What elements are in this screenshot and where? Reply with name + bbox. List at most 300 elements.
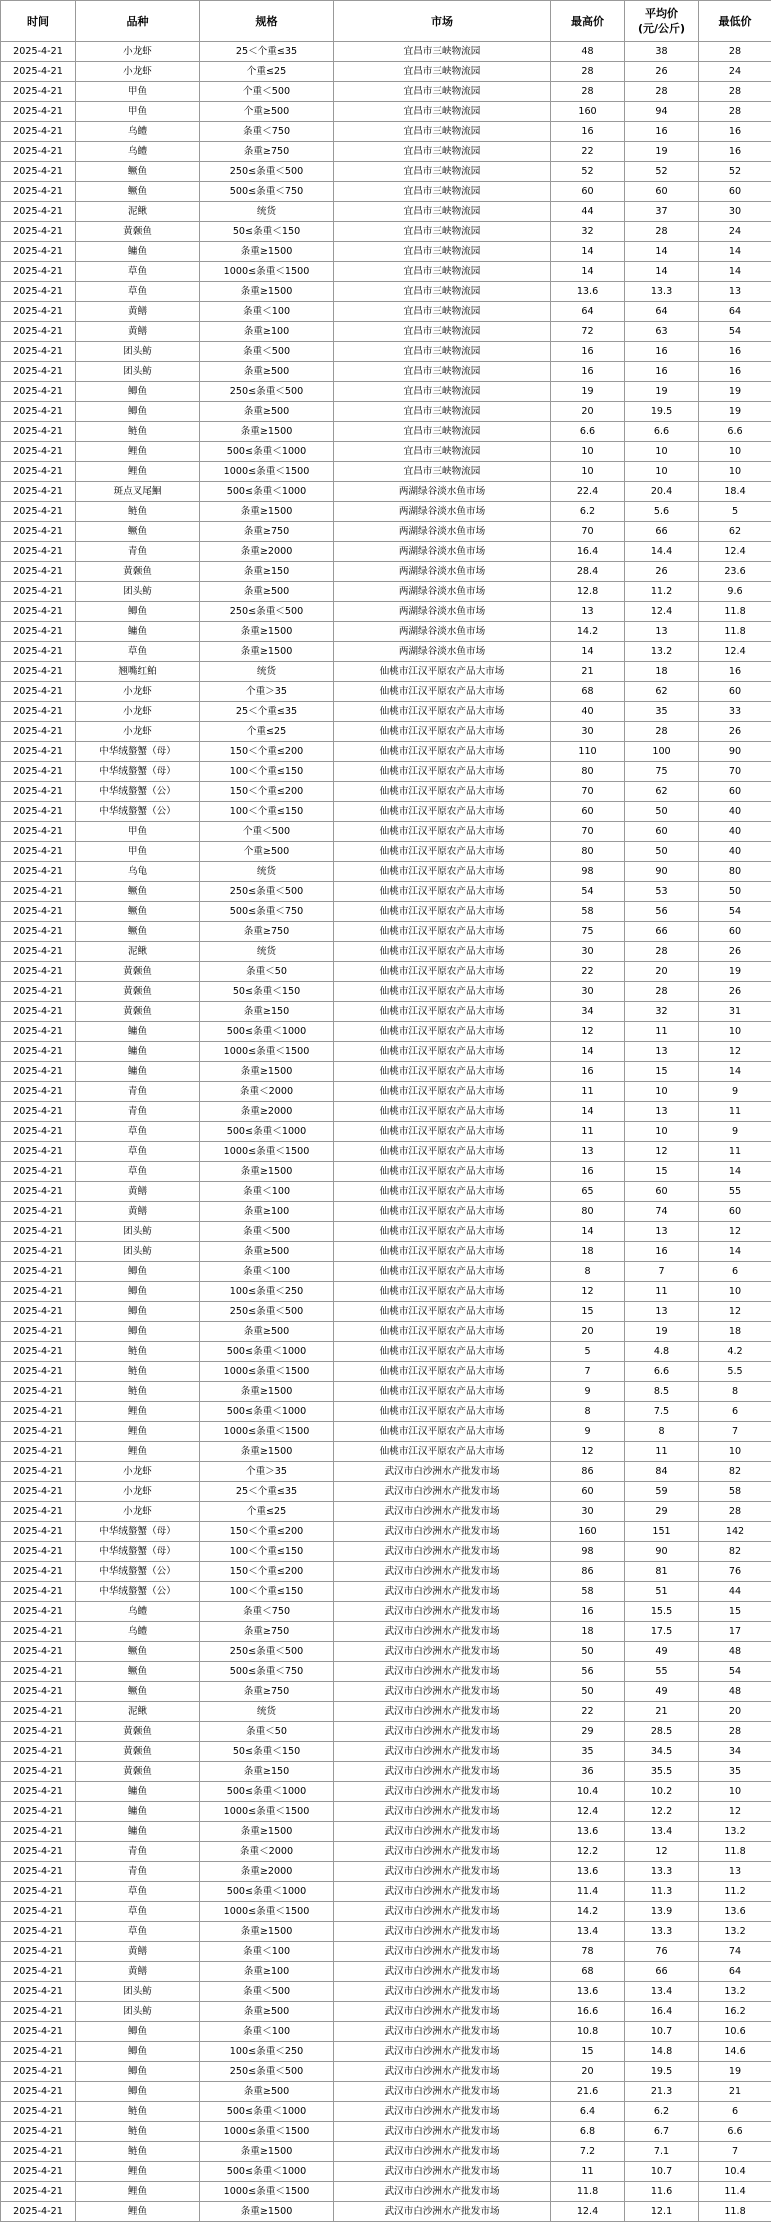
cell-variety: 鳜鱼	[76, 922, 200, 942]
cell-variety: 鲫鱼	[76, 1322, 200, 1342]
cell-min-price: 16	[699, 342, 771, 362]
table-row	[1, 242, 771, 262]
cell-variety: 鳙鱼	[76, 1062, 200, 1082]
cell-spec: 条重≥1500	[200, 242, 334, 262]
cell-variety: 鲢鱼	[76, 1362, 200, 1382]
cell-max-price: 11.8	[551, 2182, 625, 2202]
cell-spec: 150＜个重≤200	[200, 742, 334, 762]
cell-variety: 乌鳢	[76, 1602, 200, 1622]
cell-avg-price: 63	[625, 322, 699, 342]
cell-date: 2025-4-21	[1, 1082, 76, 1102]
cell-market: 武汉市白沙洲水产批发市场	[334, 2062, 551, 2082]
cell-market: 仙桃市江汉平原农产品大市场	[334, 842, 551, 862]
cell-variety: 团头鲂	[76, 1982, 200, 2002]
cell-market: 仙桃市江汉平原农产品大市场	[334, 1402, 551, 1422]
table-row	[1, 2122, 771, 2142]
cell-spec: 个重≤25	[200, 722, 334, 742]
cell-max-price: 28	[551, 62, 625, 82]
cell-avg-price: 60	[625, 822, 699, 842]
cell-min-price: 6	[699, 1402, 771, 1422]
cell-max-price: 12	[551, 1022, 625, 1042]
cell-spec: 条重≥1500	[200, 1062, 334, 1082]
cell-spec: 条重≥500	[200, 582, 334, 602]
cell-avg-price: 13.3	[625, 1922, 699, 1942]
cell-variety: 鲫鱼	[76, 1262, 200, 1282]
cell-min-price: 10	[699, 1022, 771, 1042]
cell-variety: 乌鳢	[76, 1622, 200, 1642]
cell-spec: 250≤条重＜500	[200, 382, 334, 402]
cell-avg-price: 11.6	[625, 2182, 699, 2202]
cell-max-price: 32	[551, 222, 625, 242]
cell-avg-price: 34.5	[625, 1742, 699, 1762]
cell-avg-price: 19.5	[625, 402, 699, 422]
table-row	[1, 802, 771, 822]
cell-date: 2025-4-21	[1, 1402, 76, 1422]
cell-market: 仙桃市江汉平原农产品大市场	[334, 822, 551, 842]
cell-market: 仙桃市江汉平原农产品大市场	[334, 962, 551, 982]
cell-spec: 150＜个重≤200	[200, 782, 334, 802]
cell-spec: 条重≥1500	[200, 1442, 334, 1462]
cell-date: 2025-4-21	[1, 1242, 76, 1262]
cell-min-price: 19	[699, 962, 771, 982]
cell-date: 2025-4-21	[1, 1162, 76, 1182]
cell-market: 仙桃市江汉平原农产品大市场	[334, 1102, 551, 1122]
cell-avg-price: 28	[625, 722, 699, 742]
cell-market: 宜昌市三峡物流园	[334, 182, 551, 202]
cell-market: 两湖绿谷淡水鱼市场	[334, 562, 551, 582]
cell-variety: 鲢鱼	[76, 2102, 200, 2122]
table-row	[1, 1542, 771, 1562]
cell-market: 宜昌市三峡物流园	[334, 162, 551, 182]
cell-variety: 鳙鱼	[76, 1802, 200, 1822]
cell-date: 2025-4-21	[1, 2082, 76, 2102]
cell-max-price: 16	[551, 342, 625, 362]
cell-min-price: 31	[699, 1002, 771, 1022]
cell-variety: 中华绒螯蟹（母）	[76, 1542, 200, 1562]
cell-market: 宜昌市三峡物流园	[334, 402, 551, 422]
cell-variety: 鳜鱼	[76, 162, 200, 182]
header-row	[1, 1, 771, 42]
table-row	[1, 1502, 771, 1522]
cell-avg-price: 18	[625, 662, 699, 682]
cell-date: 2025-4-21	[1, 1042, 76, 1062]
cell-spec: 个重＞35	[200, 1462, 334, 1482]
table-row	[1, 1822, 771, 1842]
cell-spec: 条重≥2000	[200, 1102, 334, 1122]
cell-max-price: 60	[551, 802, 625, 822]
cell-min-price: 11	[699, 1142, 771, 1162]
table-row	[1, 1082, 771, 1102]
cell-variety: 乌龟	[76, 862, 200, 882]
cell-max-price: 12	[551, 1282, 625, 1302]
cell-spec: 500≤条重＜1000	[200, 1022, 334, 1042]
cell-spec: 条重≥750	[200, 1682, 334, 1702]
cell-max-price: 16	[551, 1162, 625, 1182]
cell-max-price: 30	[551, 942, 625, 962]
cell-avg-price: 75	[625, 762, 699, 782]
table-row	[1, 982, 771, 1002]
table-row	[1, 362, 771, 382]
cell-min-price: 9.6	[699, 582, 771, 602]
cell-max-price: 60	[551, 182, 625, 202]
cell-market: 宜昌市三峡物流园	[334, 322, 551, 342]
cell-variety: 鲢鱼	[76, 1342, 200, 1362]
cell-min-price: 18.4	[699, 482, 771, 502]
cell-variety: 鲢鱼	[76, 422, 200, 442]
cell-spec: 条重≥2000	[200, 1862, 334, 1882]
cell-min-price: 18	[699, 1322, 771, 1342]
header-unit: (元/公斤)	[638, 22, 685, 35]
table-row	[1, 1322, 771, 1342]
cell-min-price: 13	[699, 1862, 771, 1882]
cell-spec: 条重≥500	[200, 2082, 334, 2102]
cell-spec: 条重＜500	[200, 342, 334, 362]
cell-max-price: 13.6	[551, 1862, 625, 1882]
cell-date: 2025-4-21	[1, 362, 76, 382]
cell-date: 2025-4-21	[1, 1802, 76, 1822]
cell-date: 2025-4-21	[1, 1822, 76, 1842]
cell-variety: 鲤鱼	[76, 2202, 200, 2222]
header-avg-price	[625, 1, 699, 42]
table-row	[1, 902, 771, 922]
cell-market: 武汉市白沙洲水产批发市场	[334, 1602, 551, 1622]
cell-market: 武汉市白沙洲水产批发市场	[334, 2102, 551, 2122]
cell-market: 仙桃市江汉平原农产品大市场	[334, 862, 551, 882]
cell-avg-price: 81	[625, 1562, 699, 1582]
cell-date: 2025-4-21	[1, 742, 76, 762]
cell-market: 仙桃市江汉平原农产品大市场	[334, 882, 551, 902]
cell-spec: 25＜个重≤35	[200, 702, 334, 722]
cell-spec: 条重≥150	[200, 1002, 334, 1022]
cell-market: 武汉市白沙洲水产批发市场	[334, 1822, 551, 1842]
cell-market: 武汉市白沙洲水产批发市场	[334, 1562, 551, 1582]
cell-min-price: 48	[699, 1642, 771, 1662]
cell-market: 武汉市白沙洲水产批发市场	[334, 1522, 551, 1542]
cell-spec: 条重≥1500	[200, 502, 334, 522]
cell-spec: 500≤条重＜1000	[200, 1882, 334, 1902]
cell-min-price: 12	[699, 1802, 771, 1822]
cell-variety: 黄鳝	[76, 1942, 200, 1962]
cell-max-price: 16	[551, 1602, 625, 1622]
cell-min-price: 40	[699, 802, 771, 822]
cell-market: 仙桃市江汉平原农产品大市场	[334, 1022, 551, 1042]
table-row	[1, 2022, 771, 2042]
cell-market: 仙桃市江汉平原农产品大市场	[334, 782, 551, 802]
cell-variety: 草鱼	[76, 282, 200, 302]
cell-date: 2025-4-21	[1, 1262, 76, 1282]
cell-max-price: 11.4	[551, 1882, 625, 1902]
cell-market: 武汉市白沙洲水产批发市场	[334, 1962, 551, 1982]
cell-date: 2025-4-21	[1, 1562, 76, 1582]
cell-avg-price: 12.2	[625, 1802, 699, 1822]
table-row	[1, 1362, 771, 1382]
cell-avg-price: 16	[625, 362, 699, 382]
cell-spec: 条重＜100	[200, 1942, 334, 1962]
cell-max-price: 54	[551, 882, 625, 902]
cell-min-price: 11.8	[699, 622, 771, 642]
cell-max-price: 86	[551, 1462, 625, 1482]
cell-market: 宜昌市三峡物流园	[334, 342, 551, 362]
cell-max-price: 19	[551, 382, 625, 402]
table-row	[1, 1962, 771, 1982]
cell-max-price: 80	[551, 1202, 625, 1222]
cell-max-price: 64	[551, 302, 625, 322]
cell-date: 2025-4-21	[1, 502, 76, 522]
cell-date: 2025-4-21	[1, 1142, 76, 1162]
cell-min-price: 26	[699, 942, 771, 962]
cell-avg-price: 50	[625, 802, 699, 822]
cell-variety: 团头鲂	[76, 342, 200, 362]
table-row	[1, 762, 771, 782]
cell-max-price: 21	[551, 662, 625, 682]
cell-variety: 黄颡鱼	[76, 1762, 200, 1782]
cell-min-price: 12	[699, 1222, 771, 1242]
table-row	[1, 1722, 771, 1742]
cell-market: 宜昌市三峡物流园	[334, 242, 551, 262]
cell-avg-price: 8	[625, 1422, 699, 1442]
cell-spec: 条重＜100	[200, 302, 334, 322]
cell-avg-price: 7.1	[625, 2142, 699, 2162]
table-row	[1, 1122, 771, 1142]
cell-min-price: 6	[699, 2102, 771, 2122]
cell-variety: 鲤鱼	[76, 2162, 200, 2182]
cell-spec: 个重＜500	[200, 82, 334, 102]
cell-date: 2025-4-21	[1, 982, 76, 1002]
cell-market: 宜昌市三峡物流园	[334, 462, 551, 482]
cell-date: 2025-4-21	[1, 542, 76, 562]
cell-avg-price: 49	[625, 1682, 699, 1702]
cell-min-price: 19	[699, 382, 771, 402]
cell-min-price: 28	[699, 102, 771, 122]
cell-market: 仙桃市江汉平原农产品大市场	[334, 922, 551, 942]
cell-spec: 500≤条重＜1000	[200, 2102, 334, 2122]
cell-market: 仙桃市江汉平原农产品大市场	[334, 1322, 551, 1342]
table-row	[1, 102, 771, 122]
cell-max-price: 6.8	[551, 2122, 625, 2142]
cell-max-price: 20	[551, 402, 625, 422]
table-row	[1, 542, 771, 562]
cell-spec: 1000≤条重＜1500	[200, 1422, 334, 1442]
table-row	[1, 1982, 771, 2002]
table-row	[1, 582, 771, 602]
cell-avg-price: 16	[625, 1242, 699, 1262]
cell-avg-price: 29	[625, 1502, 699, 1522]
cell-variety: 斑点叉尾鮰	[76, 482, 200, 502]
cell-max-price: 28.4	[551, 562, 625, 582]
cell-market: 武汉市白沙洲水产批发市场	[334, 1582, 551, 1602]
cell-market: 仙桃市江汉平原农产品大市场	[334, 982, 551, 1002]
table-row	[1, 1182, 771, 1202]
cell-max-price: 10.8	[551, 2022, 625, 2042]
cell-market: 两湖绿谷淡水鱼市场	[334, 582, 551, 602]
cell-min-price: 6.6	[699, 2122, 771, 2142]
cell-variety: 团头鲂	[76, 582, 200, 602]
cell-max-price: 7	[551, 1362, 625, 1382]
cell-max-price: 18	[551, 1242, 625, 1262]
cell-min-price: 19	[699, 2062, 771, 2082]
cell-avg-price: 11	[625, 1282, 699, 1302]
cell-avg-price: 52	[625, 162, 699, 182]
cell-max-price: 86	[551, 1562, 625, 1582]
cell-max-price: 21.6	[551, 2082, 625, 2102]
cell-min-price: 12	[699, 1042, 771, 1062]
cell-market: 武汉市白沙洲水产批发市场	[334, 1722, 551, 1742]
cell-spec: 1000≤条重＜1500	[200, 462, 334, 482]
cell-min-price: 24	[699, 62, 771, 82]
cell-date: 2025-4-21	[1, 62, 76, 82]
cell-date: 2025-4-21	[1, 242, 76, 262]
cell-variety: 鳜鱼	[76, 1642, 200, 1662]
cell-date: 2025-4-21	[1, 702, 76, 722]
cell-avg-price: 37	[625, 202, 699, 222]
cell-spec: 条重≥1500	[200, 422, 334, 442]
cell-variety: 草鱼	[76, 1162, 200, 1182]
cell-avg-price: 13.2	[625, 642, 699, 662]
cell-date: 2025-4-21	[1, 1662, 76, 1682]
cell-spec: 1000≤条重＜1500	[200, 2182, 334, 2202]
cell-date: 2025-4-21	[1, 1382, 76, 1402]
cell-date: 2025-4-21	[1, 902, 76, 922]
cell-date: 2025-4-21	[1, 1062, 76, 1082]
cell-variety: 中华绒螯蟹（公）	[76, 782, 200, 802]
cell-market: 仙桃市江汉平原农产品大市场	[334, 1362, 551, 1382]
cell-spec: 250≤条重＜500	[200, 2062, 334, 2082]
cell-min-price: 11.4	[699, 2182, 771, 2202]
cell-min-price: 6.6	[699, 422, 771, 442]
table-row	[1, 822, 771, 842]
cell-avg-price: 19	[625, 142, 699, 162]
cell-date: 2025-4-21	[1, 2002, 76, 2022]
cell-date: 2025-4-21	[1, 1622, 76, 1642]
cell-avg-price: 74	[625, 1202, 699, 1222]
cell-market: 武汉市白沙洲水产批发市场	[334, 1662, 551, 1682]
cell-variety: 青鱼	[76, 1082, 200, 1102]
cell-spec: 250≤条重＜500	[200, 1642, 334, 1662]
table-row	[1, 1882, 771, 1902]
cell-min-price: 5.5	[699, 1362, 771, 1382]
cell-min-price: 13.2	[699, 1922, 771, 1942]
cell-variety: 黄颡鱼	[76, 222, 200, 242]
cell-variety: 鳜鱼	[76, 182, 200, 202]
cell-spec: 条重≥500	[200, 402, 334, 422]
cell-min-price: 7	[699, 1422, 771, 1442]
cell-max-price: 12.4	[551, 2202, 625, 2222]
cell-date: 2025-4-21	[1, 302, 76, 322]
cell-market: 仙桃市江汉平原农产品大市场	[334, 1242, 551, 1262]
cell-min-price: 82	[699, 1462, 771, 1482]
cell-date: 2025-4-21	[1, 1842, 76, 1862]
cell-avg-price: 12	[625, 1842, 699, 1862]
cell-market: 仙桃市江汉平原农产品大市场	[334, 802, 551, 822]
cell-market: 武汉市白沙洲水产批发市场	[334, 2082, 551, 2102]
cell-date: 2025-4-21	[1, 1682, 76, 1702]
cell-max-price: 14	[551, 642, 625, 662]
cell-market: 仙桃市江汉平原农产品大市场	[334, 722, 551, 742]
cell-market: 武汉市白沙洲水产批发市场	[334, 2202, 551, 2222]
cell-spec: 条重＜100	[200, 1182, 334, 1202]
cell-min-price: 17	[699, 1622, 771, 1642]
cell-variety: 团头鲂	[76, 2002, 200, 2022]
cell-min-price: 19	[699, 402, 771, 422]
cell-variety: 小龙虾	[76, 722, 200, 742]
cell-spec: 条重≥500	[200, 2002, 334, 2022]
cell-market: 仙桃市江汉平原农产品大市场	[334, 1182, 551, 1202]
cell-avg-price: 17.5	[625, 1622, 699, 1642]
cell-avg-price: 51	[625, 1582, 699, 1602]
cell-date: 2025-4-21	[1, 522, 76, 542]
cell-variety: 鲤鱼	[76, 442, 200, 462]
cell-min-price: 44	[699, 1582, 771, 1602]
cell-avg-price: 13	[625, 1222, 699, 1242]
cell-max-price: 22	[551, 962, 625, 982]
cell-avg-price: 20.4	[625, 482, 699, 502]
cell-date: 2025-4-21	[1, 1882, 76, 1902]
cell-date: 2025-4-21	[1, 1422, 76, 1442]
cell-date: 2025-4-21	[1, 1702, 76, 1722]
cell-min-price: 24	[699, 222, 771, 242]
cell-min-price: 21	[699, 2082, 771, 2102]
cell-min-price: 62	[699, 522, 771, 542]
cell-min-price: 12.4	[699, 642, 771, 662]
cell-avg-price: 16.4	[625, 2002, 699, 2022]
cell-avg-price: 13	[625, 622, 699, 642]
cell-variety: 鲫鱼	[76, 382, 200, 402]
table-row	[1, 602, 771, 622]
cell-market: 仙桃市江汉平原农产品大市场	[334, 1162, 551, 1182]
cell-date: 2025-4-21	[1, 1982, 76, 2002]
table-row	[1, 382, 771, 402]
cell-market: 武汉市白沙洲水产批发市场	[334, 2042, 551, 2062]
cell-avg-price: 62	[625, 782, 699, 802]
cell-market: 宜昌市三峡物流园	[334, 382, 551, 402]
cell-avg-price: 21	[625, 1702, 699, 1722]
table-row	[1, 302, 771, 322]
cell-max-price: 20	[551, 2062, 625, 2082]
cell-market: 仙桃市江汉平原农产品大市场	[334, 1382, 551, 1402]
table-row	[1, 942, 771, 962]
cell-date: 2025-4-21	[1, 1722, 76, 1742]
table-row	[1, 1782, 771, 1802]
table-row	[1, 1902, 771, 1922]
cell-market: 两湖绿谷淡水鱼市场	[334, 482, 551, 502]
cell-avg-price: 16	[625, 342, 699, 362]
cell-spec: 条重＜750	[200, 122, 334, 142]
cell-market: 仙桃市江汉平原农产品大市场	[334, 942, 551, 962]
cell-variety: 团头鲂	[76, 362, 200, 382]
cell-date: 2025-4-21	[1, 1482, 76, 1502]
cell-avg-price: 26	[625, 562, 699, 582]
cell-min-price: 12	[699, 1302, 771, 1322]
table-row	[1, 342, 771, 362]
cell-min-price: 10	[699, 1282, 771, 1302]
cell-max-price: 16	[551, 122, 625, 142]
cell-max-price: 48	[551, 42, 625, 62]
cell-spec: 条重≥1500	[200, 1822, 334, 1842]
cell-avg-price: 66	[625, 1962, 699, 1982]
cell-spec: 500≤条重＜1000	[200, 2162, 334, 2182]
cell-variety: 鳜鱼	[76, 1682, 200, 1702]
cell-max-price: 70	[551, 822, 625, 842]
cell-max-price: 14	[551, 1042, 625, 1062]
cell-date: 2025-4-21	[1, 962, 76, 982]
cell-avg-price: 12.1	[625, 2202, 699, 2222]
cell-date: 2025-4-21	[1, 2202, 76, 2222]
cell-avg-price: 13.4	[625, 1822, 699, 1842]
cell-market: 武汉市白沙洲水产批发市场	[334, 1622, 551, 1642]
cell-min-price: 14	[699, 262, 771, 282]
table-row	[1, 482, 771, 502]
cell-date: 2025-4-21	[1, 1342, 76, 1362]
